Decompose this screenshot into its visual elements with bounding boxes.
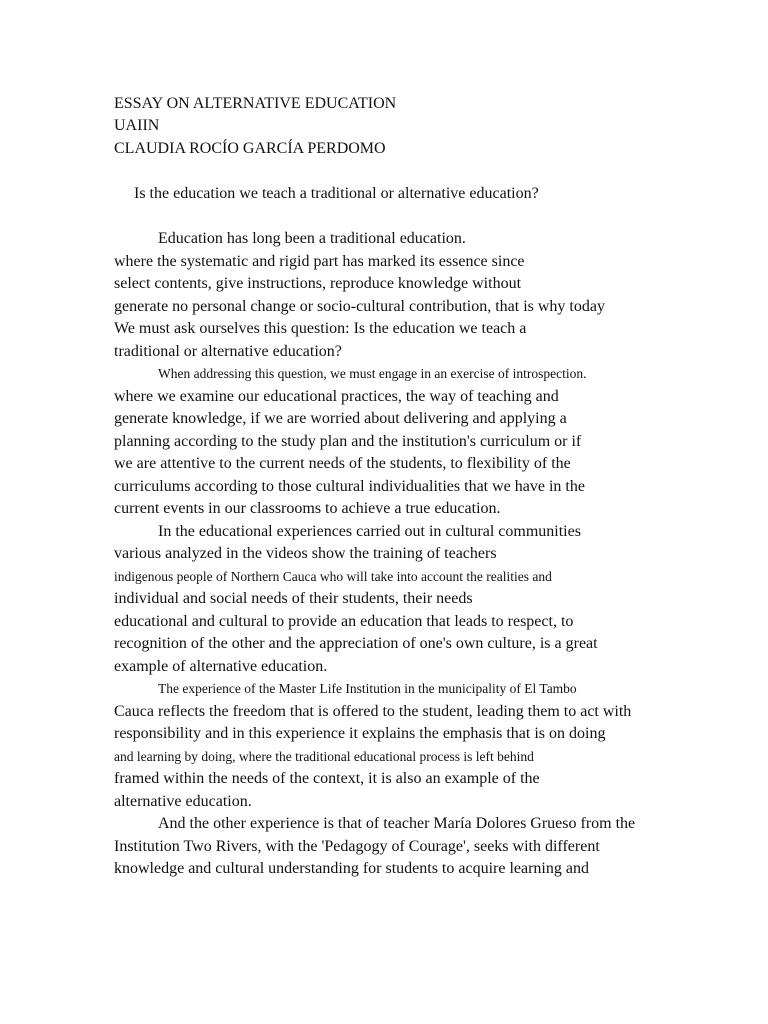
body-line-17: individual and social needs of their students, their needs: [114, 590, 473, 607]
body-line-6: traditional or alternative education?: [114, 343, 342, 360]
body-line-19: recognition of the other and the appreciation of one's own culture, is a great: [114, 635, 598, 652]
body-line-22: Cauca reflects the freedom that is offered to the student, leading them to act with: [114, 703, 632, 720]
body-line-13: current events in our classrooms to achieve a true education.: [114, 500, 501, 517]
body-line-14: In the educational experiences carried out in cultural communities: [158, 523, 581, 540]
essay-title: ESSAY ON ALTERNATIVE EDUCATION: [114, 95, 397, 112]
body-line-27: And the other experience is that of teacher María Dolores Grueso from the: [158, 815, 636, 832]
author-name: CLAUDIA ROCÍO GARCÍA PERDOMO: [114, 140, 386, 157]
body-line-5: We must ask ourselves this question: Is the education we teach a: [114, 320, 527, 337]
body-line-29: knowledge and cultural understanding for students to acquire learning and: [114, 860, 589, 877]
body-line-16: indigenous people of Northern Cauca who will take into account the realities and: [114, 569, 552, 584]
body-line-26: alternative education.: [114, 793, 252, 810]
organization-name: UAIIN: [114, 117, 160, 134]
body-line-11: we are attentive to the current needs of the students, to flexibility of the: [114, 455, 571, 472]
body-line-7: When addressing this question, we must engage in an exercise of introspection.: [158, 366, 587, 381]
body-line-25: framed within the needs of the context, it is also an example of the: [114, 770, 540, 787]
body-line-24: and learning by doing, where the traditional educational process is left behind: [114, 749, 534, 764]
body-line-4: generate no personal change or socio-cultural contribution, that is why today: [114, 298, 605, 315]
body-line-20: example of alternative education.: [114, 658, 328, 675]
essay-question: Is the education we teach a traditional or alternative education?: [134, 185, 539, 202]
body-line-18: educational and cultural to provide an education that leads to respect, to: [114, 613, 574, 630]
body-line-10: planning according to the study plan and the institution's curriculum or if: [114, 433, 582, 450]
body-line-23: responsibility and in this experience it explains the emphasis that is on doing: [114, 725, 606, 742]
body-line-12: curriculums according to those cultural individualities that we have in the: [114, 478, 585, 495]
body-line-8: where we examine our educational practices, the way of teaching and: [114, 388, 559, 405]
body-line-15: various analyzed in the videos show the training of teachers: [114, 545, 497, 562]
body-line-28: Institution Two Rivers, with the 'Pedagogy of Courage', seeks with different: [114, 838, 600, 855]
body-line-9: generate knowledge, if we are worried about delivering and applying a: [114, 410, 567, 427]
body-line-1: Education has long been a traditional education.: [158, 230, 466, 247]
body-line-21: The experience of the Master Life Institution in the municipality of El Tambo: [158, 681, 577, 696]
body-line-2: where the systematic and rigid part has marked its essence since: [114, 253, 525, 270]
body-line-3: select contents, give instructions, reproduce knowledge without: [114, 275, 522, 292]
